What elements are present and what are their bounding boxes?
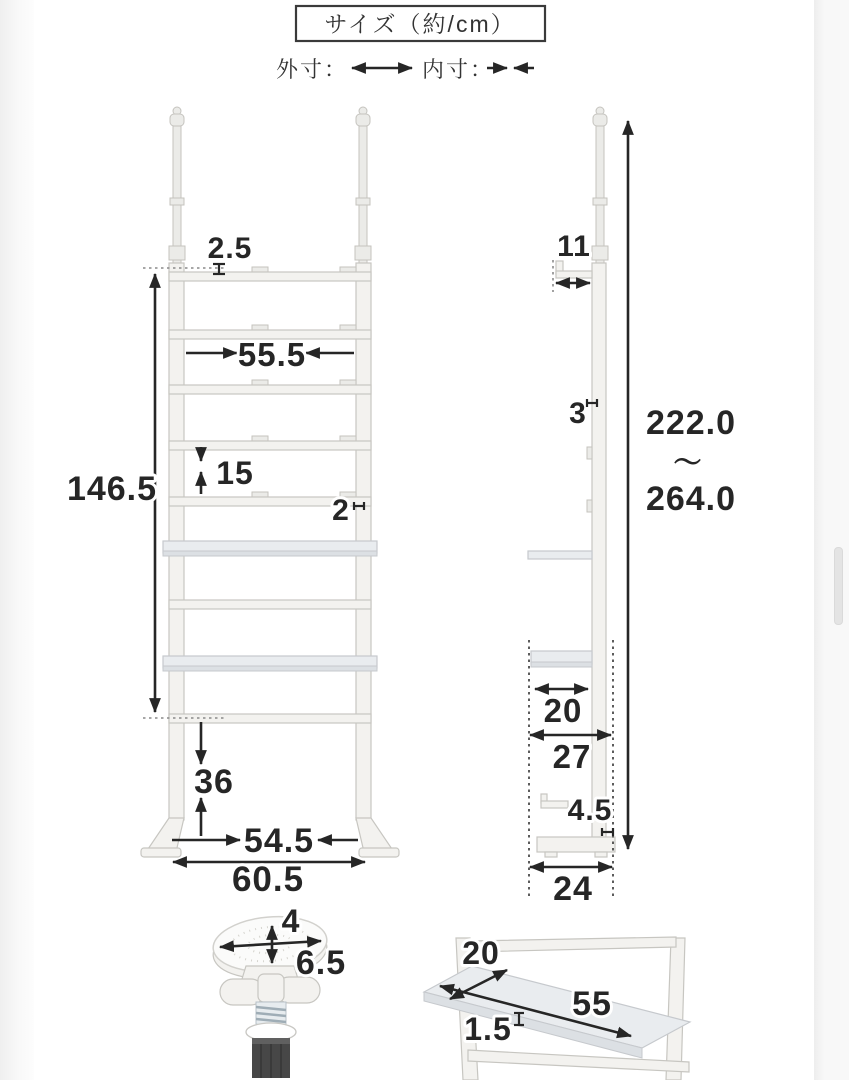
detail-top-rail: [470, 937, 676, 952]
legend-outer-label: 外寸：: [275, 57, 349, 82]
dim-top-offset: 2.5: [207, 232, 253, 265]
side-pole: [592, 263, 606, 838]
dim-detail-depth: 20: [462, 935, 500, 971]
dim-hook-depth: 11: [557, 230, 591, 263]
dim-shelf-depth: 20: [543, 692, 583, 729]
shelf-lip: [163, 551, 377, 556]
right-rod-collar: [356, 198, 370, 205]
dim-pad-width: 6.5: [295, 944, 347, 982]
left-tension-rod: [173, 126, 181, 265]
right-tension-rod: [359, 126, 367, 265]
dim-height-min: 222.0: [645, 404, 737, 442]
detail-right-post: [666, 938, 685, 1080]
top-hook-arm: [556, 271, 592, 278]
dim-detail-thickness: 1.5: [464, 1011, 512, 1047]
dim-rung-depth: 3: [569, 397, 587, 430]
dim-overall-depth: 27: [552, 738, 592, 775]
wing-nut-hub: [258, 974, 284, 1002]
shelf-detail: [424, 935, 690, 1080]
side-finial-cap: [593, 114, 607, 126]
dim-height-max: 264.0: [645, 480, 737, 518]
dim-foot-clearance: 4.5: [567, 794, 613, 827]
dim-outer-width: 60.5: [231, 860, 305, 899]
side-foot-base: [537, 837, 615, 852]
left-finial-cap: [170, 114, 184, 126]
ladder-rung: [169, 272, 371, 281]
foot-tip: [252, 1038, 290, 1078]
left-foot-leg: [146, 818, 184, 852]
ladder-rung: [169, 600, 371, 609]
front-view: [67, 107, 399, 899]
side-rod-adjuster: [592, 246, 608, 260]
side-foot-tab: [545, 852, 557, 857]
right-foot-leg: [356, 818, 394, 852]
side-shelf-thin: [528, 551, 592, 559]
ladder-rung: [169, 441, 371, 450]
bottom-hook-arm: [541, 801, 568, 808]
dim-inner-width-bottom: 54.5: [243, 822, 315, 860]
foot-detail: [211, 903, 346, 1078]
left-rod-collar: [170, 198, 184, 205]
pole-hook-nub: [587, 500, 592, 512]
side-view: [528, 107, 736, 908]
pole-hook-nub: [587, 447, 592, 459]
side-shelf-lip: [531, 662, 592, 667]
dim-base-depth: 24: [553, 870, 593, 908]
side-tension-rod: [596, 126, 604, 265]
page-title: サイズ（約/cm）: [324, 11, 516, 37]
header: [276, 6, 545, 82]
dim-height-range-mark: 〜: [673, 447, 703, 478]
left-rod-adjuster: [169, 246, 185, 260]
dim-pad-depth: 4: [281, 903, 301, 939]
detail-bottom-rail: [468, 1050, 689, 1072]
ladder-rung: [169, 385, 371, 394]
shelf-lip: [163, 666, 377, 671]
left-foot-pad: [141, 848, 181, 857]
dim-rung-gap: 15: [216, 455, 254, 491]
right-finial-cap: [356, 114, 370, 126]
dim-inner-width-top: 55.5: [237, 336, 307, 373]
dim-rung-thickness: 2: [332, 494, 350, 527]
side-foot-tab: [595, 852, 607, 857]
dim-detail-width: 55: [572, 985, 612, 1023]
legend-inner-label: 内寸：: [421, 57, 495, 82]
right-foot-pad: [359, 848, 399, 857]
side-rod-collar: [593, 198, 607, 205]
right-rod-adjuster: [355, 246, 371, 260]
dim-frame-height: 146.5: [66, 470, 158, 508]
dim-bottom-clearance: 36: [194, 763, 234, 801]
